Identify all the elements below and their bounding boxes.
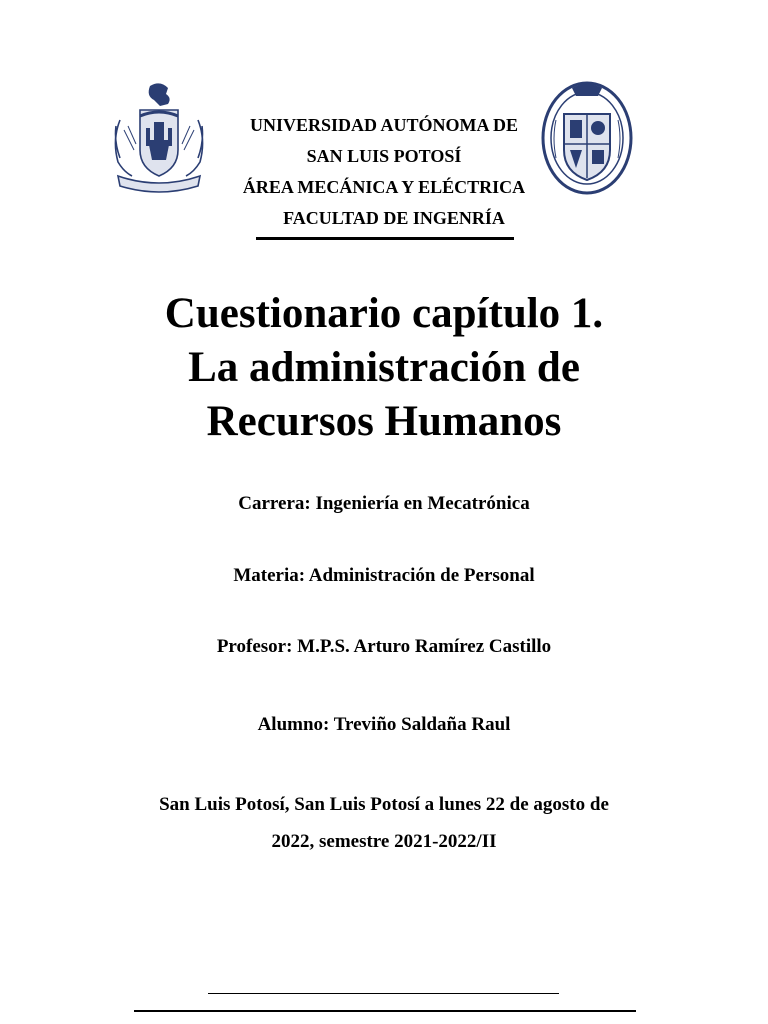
date-line-1: San Luis Potosí, San Luis Potosí a lunes 22 de agosto de	[159, 794, 609, 815]
document-title-line-2: La administración de	[188, 344, 580, 391]
footer-rule	[134, 1010, 636, 1012]
document-title-line-3: Recursos Humanos	[206, 398, 562, 445]
faculty-seal-icon	[540, 80, 634, 196]
institution-line-3: ÁREA MECÁNICA Y ELÉCTRICA	[242, 177, 526, 197]
materia-line: Materia: Administración de Personal	[233, 565, 535, 586]
institution-line-4: FACULTAD DE INGENRÍA	[283, 208, 505, 228]
alumno-line: Alumno: Treviño Saldaña Raul	[257, 714, 511, 735]
signature-line	[208, 993, 559, 994]
faculty-seal-logo	[540, 80, 634, 196]
date-line-2: 2022, semestre 2021-2022/II	[271, 831, 497, 852]
document-title-line-1: Cuestionario capítulo 1.	[164, 290, 604, 337]
institution-line-2: SAN LUIS POTOSÍ	[306, 146, 462, 166]
profesor-line: Profesor: M.P.S. Arturo Ramírez Castillo	[216, 636, 552, 657]
header-underline	[256, 237, 514, 240]
institution-line-1: UNIVERSIDAD AUTÓNOMA DE	[249, 115, 519, 135]
carrera-line: Carrera: Ingeniería en Mecatrónica	[238, 493, 530, 514]
